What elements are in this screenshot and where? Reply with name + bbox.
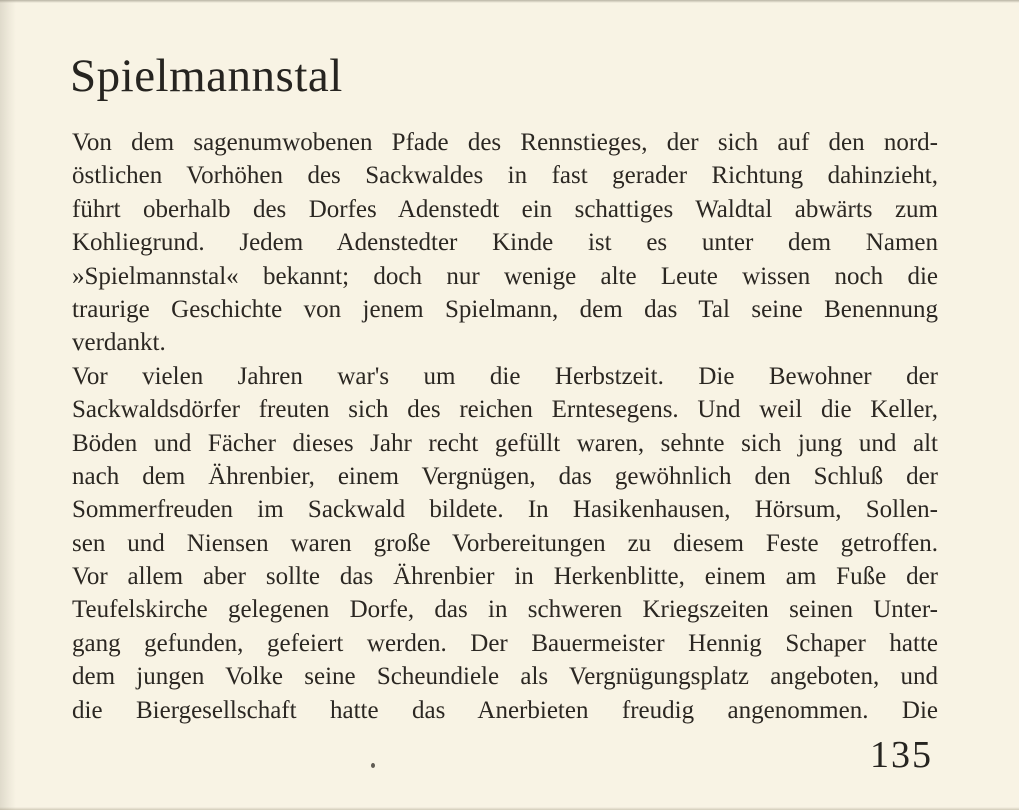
text-line: traurige Geschichte von jenem Spielmann, dem das Tal seine Benennung <box>72 295 938 323</box>
text-line: sen und Niensen waren große Vorbereitungen zu diesem Feste getroffen. <box>72 529 938 557</box>
text-line: gang gefunden, gefeiert werden. Der Bauermeister Hennig Schaper hatte <box>72 629 938 657</box>
text-line: »Spielmannstal« bekannt; doch nur wenige alte Leute wissen noch die <box>72 262 938 290</box>
text-line: östlichen Vorhöhen des Sackwaldes in fast gerader Richtung dahinzieht, <box>72 162 938 190</box>
text-line: Sommerfreuden im Sackwald bildete. In Hasikenhausen, Hörsum, Sollen- <box>72 496 938 524</box>
text-line: Kohliegrund. Jedem Adenstedter Kinde ist es unter dem Namen <box>72 229 938 257</box>
text-line: Böden und Fächer dieses Jahr recht gefüllt waren, sehnte sich jung und alt <box>72 429 938 457</box>
text-line: Vor allem aber sollte das Ährenbier in Herkenblitte, einem am Fuße der <box>72 563 938 591</box>
body-text <box>72 126 938 727</box>
page-left-edge <box>0 0 16 810</box>
paragraph <box>72 126 938 360</box>
text-line: Von dem sagenumwobenen Pfade des Rennstieges, der sich auf den nord- <box>72 129 938 156</box>
page-number: 135 <box>870 734 933 776</box>
text-line: Teufelskirche gelegenen Dorfe, das in schweren Kriegszeiten seinen Unter- <box>72 596 938 624</box>
text-line: dem jungen Volke seine Scheundiele als Vergnügungsplatz angeboten, und <box>72 663 938 691</box>
text-line: Sackwaldsdörfer freuten sich des reichen Erntesegens. Und weil die Keller, <box>72 396 938 424</box>
ink-speck <box>371 763 375 768</box>
page-title: Spielmannstal <box>70 50 343 102</box>
text-line: Vor vielen Jahren war's um die Herbstzeit. Die Bewohner der <box>72 362 938 390</box>
text-line: die Biergesellschaft hatte das Anerbieten freudig angenommen. Die <box>72 696 938 724</box>
paragraph <box>72 360 938 727</box>
page-top-edge <box>0 0 1019 3</box>
text-line: nach dem Ährenbier, einem Vergnügen, das gewöhnlich den Schluß der <box>72 462 938 490</box>
text-line: führt oberhalb des Dorfes Adenstedt ein schattiges Waldtal abwärts zum <box>72 195 938 223</box>
text-line: verdankt. <box>72 329 166 357</box>
